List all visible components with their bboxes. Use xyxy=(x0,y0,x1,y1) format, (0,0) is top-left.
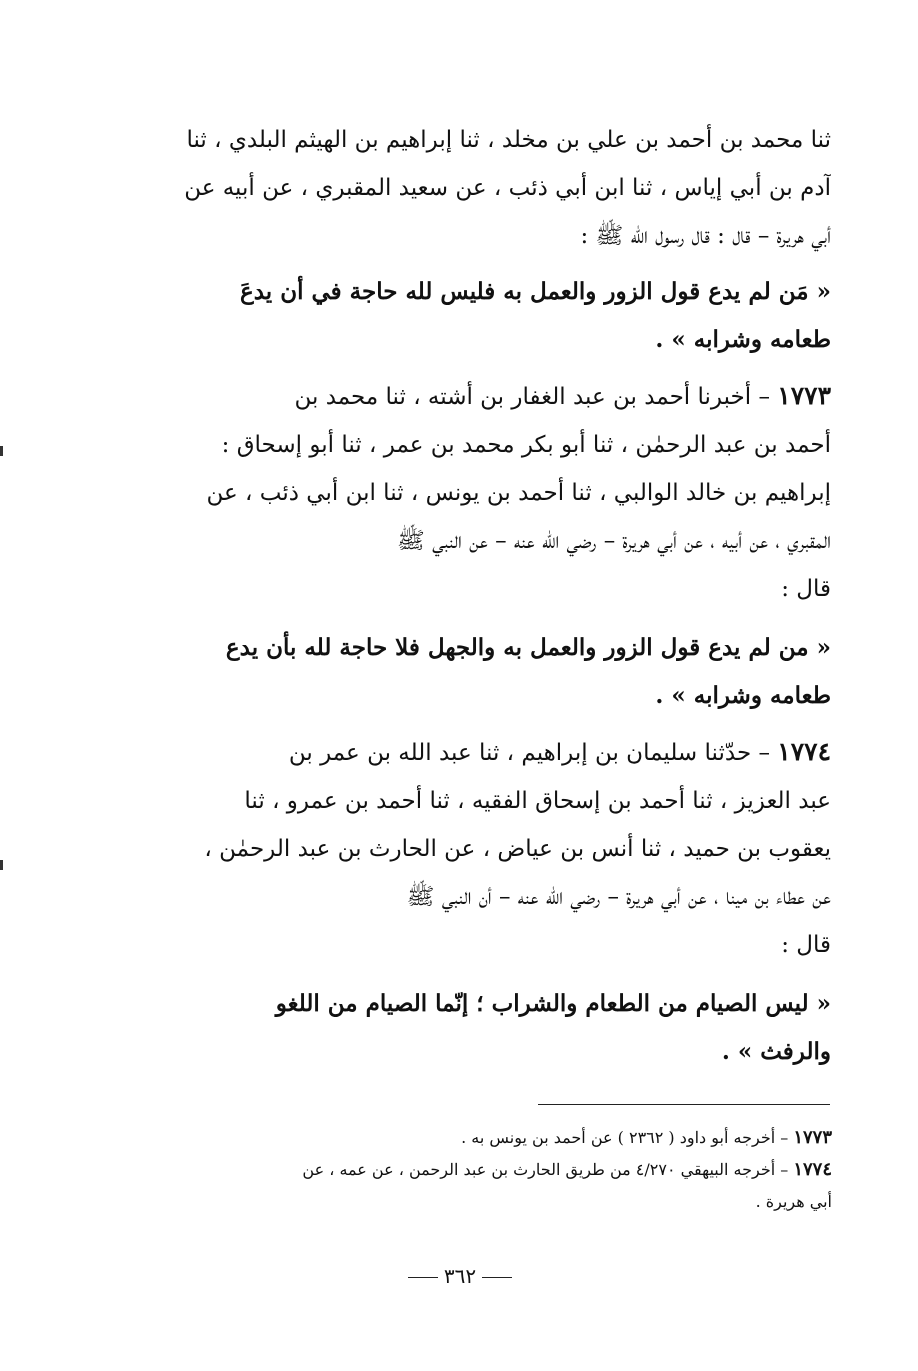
hadith-quote-3 xyxy=(126,980,831,1076)
hadith-number: ١٧٧٤ xyxy=(777,737,831,766)
hadith-quote-1 xyxy=(126,268,831,364)
text-line: « من لم يدع قول الزور والعمل به والجهل فلا حاجة لله بأن يدع xyxy=(225,634,831,661)
hadith-1773 xyxy=(126,372,831,613)
hadith-text: – حدّثنا سليمان بن إبراهيم ، ثنا عبد الله بن عمر بن xyxy=(288,740,770,766)
footnote-1773 xyxy=(76,1122,832,1154)
dash-decoration xyxy=(482,1277,512,1278)
text-line: « ليس الصيام من الطعام والشراب ؛ إنّما الصيام من اللغو xyxy=(275,990,831,1017)
intro-paragraph xyxy=(126,116,831,260)
hadith-quote-2 xyxy=(126,624,831,720)
footnotes xyxy=(76,1122,832,1218)
text-line: أبي هريرة – قال : قال رسول الله ﷺ : xyxy=(580,223,831,249)
footnote-1774 xyxy=(76,1154,832,1186)
text-line: آدم بن أبي إياس ، ثنا ابن أبي ذئب ، عن سعيد المقبري ، عن أبيه عن xyxy=(184,175,831,201)
text-line: والرفث » . xyxy=(721,1038,831,1065)
text-line: إبراهيم بن خالد الوالبي ، ثنا أحمد بن يونس ، ثنا ابن أبي ذئب ، عن xyxy=(206,480,831,506)
footnote-continuation: أبي هريرة . xyxy=(755,1192,832,1211)
text-line: « مَن لم يدع قول الزور والعمل به فليس لله حاجة في أن يدعَ xyxy=(240,278,831,305)
footnote-text: – أخرجه البيهقي ٤/٢٧٠ من طريق الحارث بن عبد الرحمن ، عن عمه ، عن xyxy=(302,1160,789,1179)
text-line: طعامه وشرابه » . xyxy=(655,682,831,709)
scan-edge-mark xyxy=(0,860,3,870)
text-line: قال : xyxy=(781,576,831,602)
text-line: قال : xyxy=(781,932,831,958)
footnote-separator xyxy=(538,1104,830,1105)
text-line: طعامه وشرابه » . xyxy=(655,326,831,353)
text-line: عبد العزيز ، ثنا أحمد بن إسحاق الفقيه ، ثنا أحمد بن عمرو ، ثنا xyxy=(244,788,831,814)
text-line: أحمد بن عبد الرحمٰن ، ثنا أبو بكر محمد بن عمر ، ثنا أبو إسحاق : xyxy=(221,432,831,458)
text-line: ثنا محمد بن أحمد بن علي بن مخلد ، ثنا إبراهيم بن الهيثم البلدي ، ثنا xyxy=(186,127,831,153)
dash-decoration xyxy=(408,1277,438,1278)
page-number-text: ٣٦٢ xyxy=(443,1264,477,1288)
hadith-1774 xyxy=(126,728,831,969)
text-line xyxy=(126,728,831,777)
scan-edge-mark xyxy=(0,446,3,456)
text-line: يعقوب بن حميد ، ثنا أنس بن عياض ، عن الحارث بن عبد الرحمٰن ، xyxy=(204,836,831,862)
text-line xyxy=(126,372,831,421)
hadith-text: – أخبرنا أحمد بن عبد الغفار بن أشته ، ثنا محمد بن xyxy=(294,384,770,410)
text-line: عن عطاء بن مينا ، عن أبي هريرة – رضي الله عنه – أن النبي ﷺ xyxy=(406,884,831,910)
text-line: المقبري ، عن أبيه ، عن أبي هريرة – رضي الله عنه – عن النبي ﷺ xyxy=(397,528,831,554)
footnote-number: ١٧٧٣ xyxy=(793,1127,832,1148)
footnote-number: ١٧٧٤ xyxy=(793,1159,832,1180)
hadith-number: ١٧٧٣ xyxy=(777,381,831,410)
page-number xyxy=(380,1264,540,1288)
footnote-text: – أخرجه أبو داود ( ٢٣٦٢ ) عن أحمد بن يونس به . xyxy=(461,1128,789,1147)
